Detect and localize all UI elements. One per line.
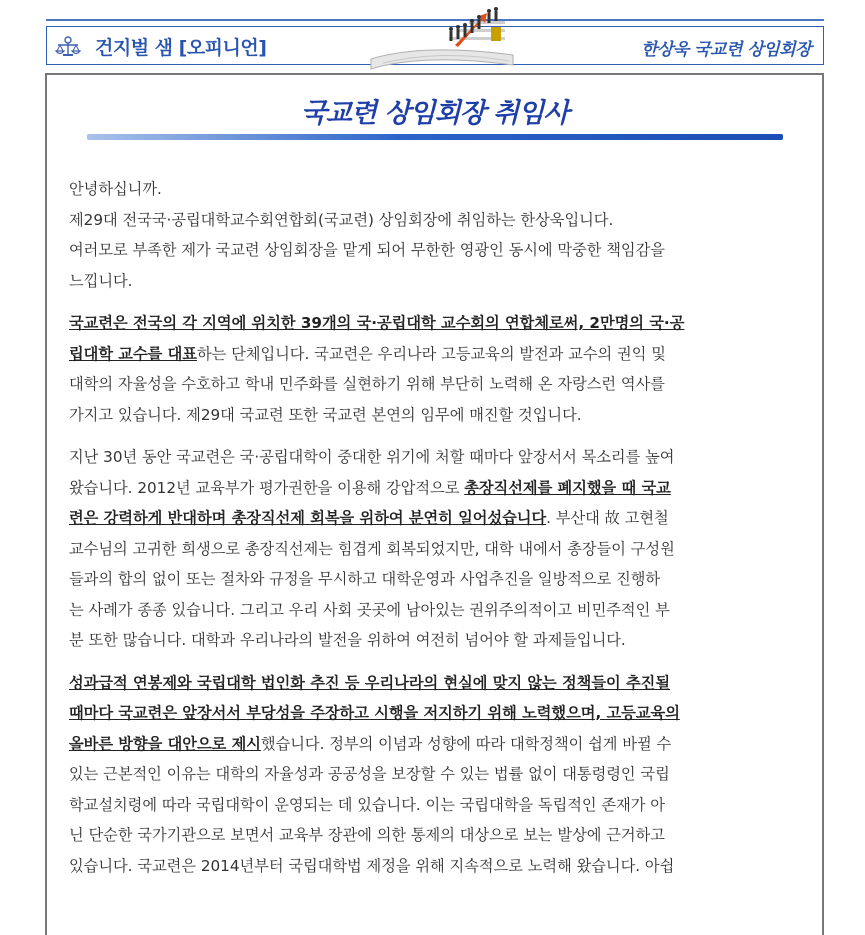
- text-segment: 는 사례가 종종 있습니다. 그리고 우리 사회 곳곳에 남아있는 권위주의적이고 비민주적인 부: [69, 600, 670, 619]
- paragraph: [69, 308, 804, 430]
- text-line: [69, 595, 804, 626]
- text-line: [69, 473, 804, 504]
- text-line: [69, 503, 804, 534]
- text-segment: 학교설치령에 따라 국립대학이 운영되는 데 있습니다. 이는 국립대학을 독립적인 존재가 아: [69, 795, 665, 814]
- text-line: [69, 339, 804, 370]
- article-frame: [45, 73, 824, 935]
- text-line: [69, 698, 804, 729]
- text-line: [69, 625, 804, 656]
- text-segment: 닌 단순한 국가기관으로 보면서 교육부 장관에 의한 통제의 대상으로 보는 발상에 근거하고: [69, 826, 665, 844]
- emphasized-text: 올바른 방향을 대안으로 제시: [69, 734, 261, 753]
- text-segment: 분 또한 많습니다. 대학과 우리나라의 발전을 위하여 여전히 넘어야 할 과제들입니다.: [69, 631, 626, 649]
- text-segment: 지난 30년 동안 국교련은 국·공립대학이 중대한 위기에 처할 때마다 앞장서서 목소리를 높여: [69, 448, 675, 466]
- text-segment: 했습니다. 정부의 이념과 성향에 따라 대학정책이 쉽게 바뀔 수: [260, 734, 672, 753]
- text-line: [69, 668, 804, 699]
- column-header: [46, 26, 824, 65]
- text-line: [69, 369, 804, 400]
- text-line: [69, 759, 804, 790]
- text-line: [69, 205, 804, 236]
- text-segment: 대학의 자율성을 수호하고 학내 민주화를 실현하기 위해 부단히 노력해 온 자랑스런 역사를: [69, 375, 665, 393]
- scales-icon: [55, 35, 81, 57]
- paragraph: [69, 442, 804, 656]
- article-body: [69, 174, 804, 893]
- text-line: [69, 308, 804, 339]
- emphasized-text: 련은 강력하게 반대하며 총장직선제 회복을 위하여 분연히 일어섰습니다: [69, 509, 547, 527]
- emphasized-text: 국교련은 전국의 각 지역에 위치한 39개의 국·공립대학 교수회의 연합체로써, 2만명의 국·공: [69, 314, 685, 332]
- text-segment: 하는 단체입니다. 국교련은 우리나라 고등교육의 발전과 교수의 권익 및: [196, 344, 666, 363]
- text-line: [69, 442, 804, 473]
- text-segment: 교수님의 고귀한 희생으로 총장직선제는 힘겹게 회복되었지만, 대학 내에서 총장들이 구성원: [69, 539, 675, 558]
- text-segment: 가지고 있습니다. 제29대 국교련 또한 국교련 본연의 임무에 매진할 것입니다.: [69, 405, 582, 424]
- staircase-figures-icon: [363, 7, 523, 77]
- text-line: [69, 729, 804, 760]
- text-segment: 여러모로 부족한 제가 국교련 상임회장을 맡게 되어 무한한 영광인 동시에 막중한 책임감을: [69, 241, 665, 259]
- emphasized-text: 립대학 교수를 대표: [69, 344, 197, 363]
- emphasized-text: 성과급적 연봉제와 국립대학 법인화 추진 등 우리나라의 현실에 맞지 않는 정책들이 추진될: [69, 673, 670, 692]
- text-line: [69, 820, 804, 851]
- text-segment: 느낍니다.: [69, 271, 133, 290]
- title-underline: [87, 134, 783, 140]
- text-segment: 있습니다. 국교련은 2014년부터 국립대학법 제정을 위해 지속적으로 노력해 왔습니다. 아쉽: [69, 856, 675, 875]
- column-title: 건지벌 샘 [오피니언]: [95, 37, 267, 59]
- text-segment: 들과의 합의 없이 또는 절차와 규정을 무시하고 대학운영과 사업추진을 일방적으로 진행하: [69, 570, 661, 588]
- text-line: [69, 235, 804, 266]
- text-segment: 안녕하십니까.: [69, 180, 162, 198]
- article-title: 국교련 상임회장 취임사: [300, 98, 569, 129]
- text-line: [69, 564, 804, 595]
- text-line: [69, 266, 804, 297]
- paragraph: [69, 668, 804, 882]
- text-line: [69, 534, 804, 565]
- text-segment: 왔습니다. 2012년 교육부가 평가권한을 이용해 강압적으로: [69, 478, 465, 497]
- text-segment: 제29대 전국국·공립대학교수회연합회(국교련) 상임회장에 취임하는 한상욱입니다.: [69, 210, 614, 229]
- author-byline: 한상욱 국교련 상임회장: [640, 40, 811, 60]
- text-line: [69, 851, 804, 882]
- emphasized-text: 총장직선제를 폐지했을 때 국교: [464, 478, 671, 497]
- text-line: [69, 400, 804, 431]
- text-line: [69, 174, 804, 205]
- paragraph: [69, 174, 804, 296]
- text-line: [69, 790, 804, 821]
- text-segment: . 부산대 故 고현철: [546, 509, 669, 527]
- emphasized-text: 때마다 국교련은 앞장서서 부당성을 주장하고 시행을 저지하기 위해 노력했으며, 고등교육의: [69, 704, 680, 722]
- text-segment: 있는 근본적인 이유는 대학의 자율성과 공공성을 보장할 수 있는 법률 없이 대통령령인 국립: [69, 765, 670, 783]
